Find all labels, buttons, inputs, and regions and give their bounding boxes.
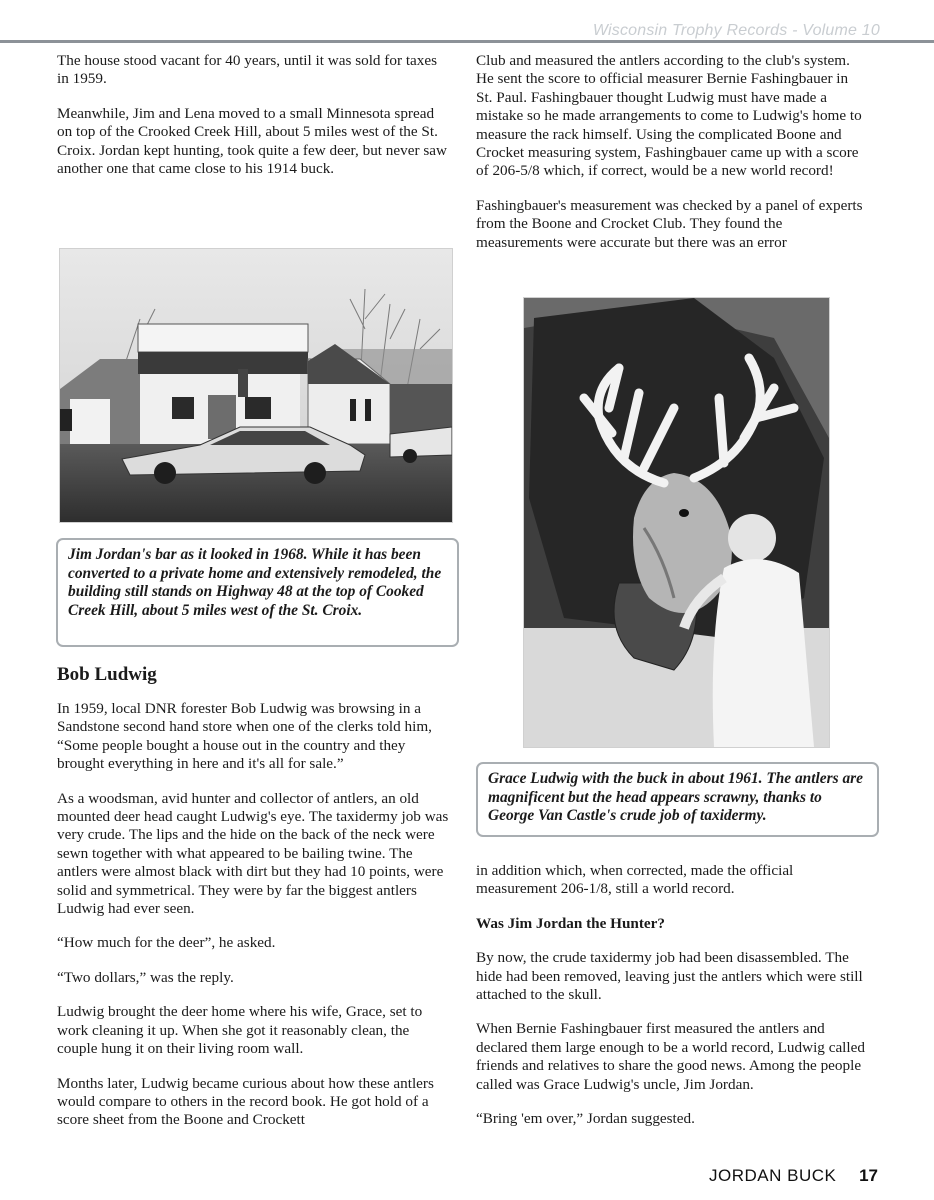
paragraph: Ludwig brought the deer home where his wife, Grace, set to work cleaning it up. When she got it reasonably clean, the couple hung it on their living room wall. bbox=[57, 1003, 423, 1058]
paragraph: By now, the crude taxidermy job had been disassembled. The hide had been removed, leaving just the antlers which were still attached to the skull. bbox=[476, 949, 863, 1004]
paragraph: Club and measured the antlers according to the club's system. He sent the score to official measurer Bernie Fashingbauer in St. Paul. Fashingbauer thought Ludwig must have made a mistake so he made arrangements to come to Ludwig's home to measure the rack himself. Using the complicated Boone and Crocket measuring system, Fashingbauer came up with a score of 206-5/8 which, if correct, would be a new world record! bbox=[476, 52, 862, 180]
right-column-bottom bbox=[476, 862, 868, 1128]
paragraph: Meanwhile, Jim and Lena moved to a small Minnesota spread on top of the Crooked Creek Hill, about 5 miles west of the St. Croix. Jordan kept hunting, took quite a few deer, but never saw another one that came close to his 1914 buck. bbox=[57, 104, 447, 178]
caption-text: Grace Ludwig with the buck in about 1961. The antlers are magnificent but the head appears scrawny, thanks to George Van Castle's crude job of taxidermy. bbox=[488, 770, 863, 825]
right-column-top bbox=[476, 52, 868, 252]
paragraph: “How much for the deer”, he asked. bbox=[57, 934, 276, 952]
paragraph: in addition which, when corrected, made the official measurement 206-1/8, still a world record. bbox=[476, 862, 794, 898]
paragraph: In 1959, local DNR forester Bob Ludwig was browsing in a Sandstone second hand store when one of the clerks told him, “Some people bought a house out in the country and they brought everything in here and it's all for sale.” bbox=[57, 700, 432, 773]
paragraph: Fashingbauer's measurement was checked by a panel of experts from the Boone and Crocket Club. They found the measurements were accurate but there was an error bbox=[476, 196, 863, 251]
section-heading-bob-ludwig: Bob Ludwig bbox=[57, 664, 157, 685]
caption-jordan-bar bbox=[56, 538, 459, 647]
caption-text: Jim Jordan's bar as it looked in 1968. While it has been converted to a private home and extensively remodeled, the building still stands on Highway 48 at the top of Cooked Creek Hill, about 5 miles west of the St. Croix. bbox=[68, 546, 442, 619]
paragraph: “Bring 'em over,” Jordan suggested. bbox=[476, 1110, 695, 1128]
section-heading-jim-jordan-hunter: Was Jim Jordan the Hunter? bbox=[476, 914, 666, 932]
header-rule bbox=[0, 40, 934, 43]
running-header: Wisconsin Trophy Records - Volume 10 bbox=[592, 22, 880, 39]
paragraph: When Bernie Fashingbauer first measured the antlers and declared them large enough to be a world record, Ludwig called friends and relatives to share the good news. Among the people called was Grace Ludwig's uncle, Jim Jordan. bbox=[476, 1020, 865, 1093]
paragraph: Months later, Ludwig became curious about how these antlers would compare to others in the record book. He got hold of a score sheet from the Boone and Crockett bbox=[57, 1074, 434, 1129]
photo-jordan-bar bbox=[59, 248, 453, 523]
footer-section-title: JORDAN BUCK bbox=[708, 1166, 837, 1185]
photo-grace-ludwig-buck bbox=[523, 297, 830, 748]
paragraph: “Two dollars,” was the reply. bbox=[57, 968, 234, 986]
left-column-top bbox=[57, 52, 449, 178]
left-column-bottom bbox=[57, 664, 449, 1130]
buck-photo-image bbox=[524, 298, 829, 747]
page-number: 17 bbox=[859, 1166, 878, 1185]
bar-photo-image bbox=[60, 249, 452, 522]
caption-grace-ludwig bbox=[476, 762, 879, 837]
paragraph: As a woodsman, avid hunter and collector of antlers, an old mounted deer head caught Ludwig's eye. The taxidermy job was very crude. The lips and the hide on the back of the neck were sewn together with what appeared to be bailing twine. The antlers were almost black with dirt but they had 10 points, were solid and symmetrical. They were by far the biggest antlers Ludwig had ever seen. bbox=[57, 789, 449, 918]
paragraph: The house stood vacant for 40 years, until it was sold for taxes in 1959. bbox=[57, 52, 438, 88]
page-footer bbox=[709, 1166, 878, 1186]
